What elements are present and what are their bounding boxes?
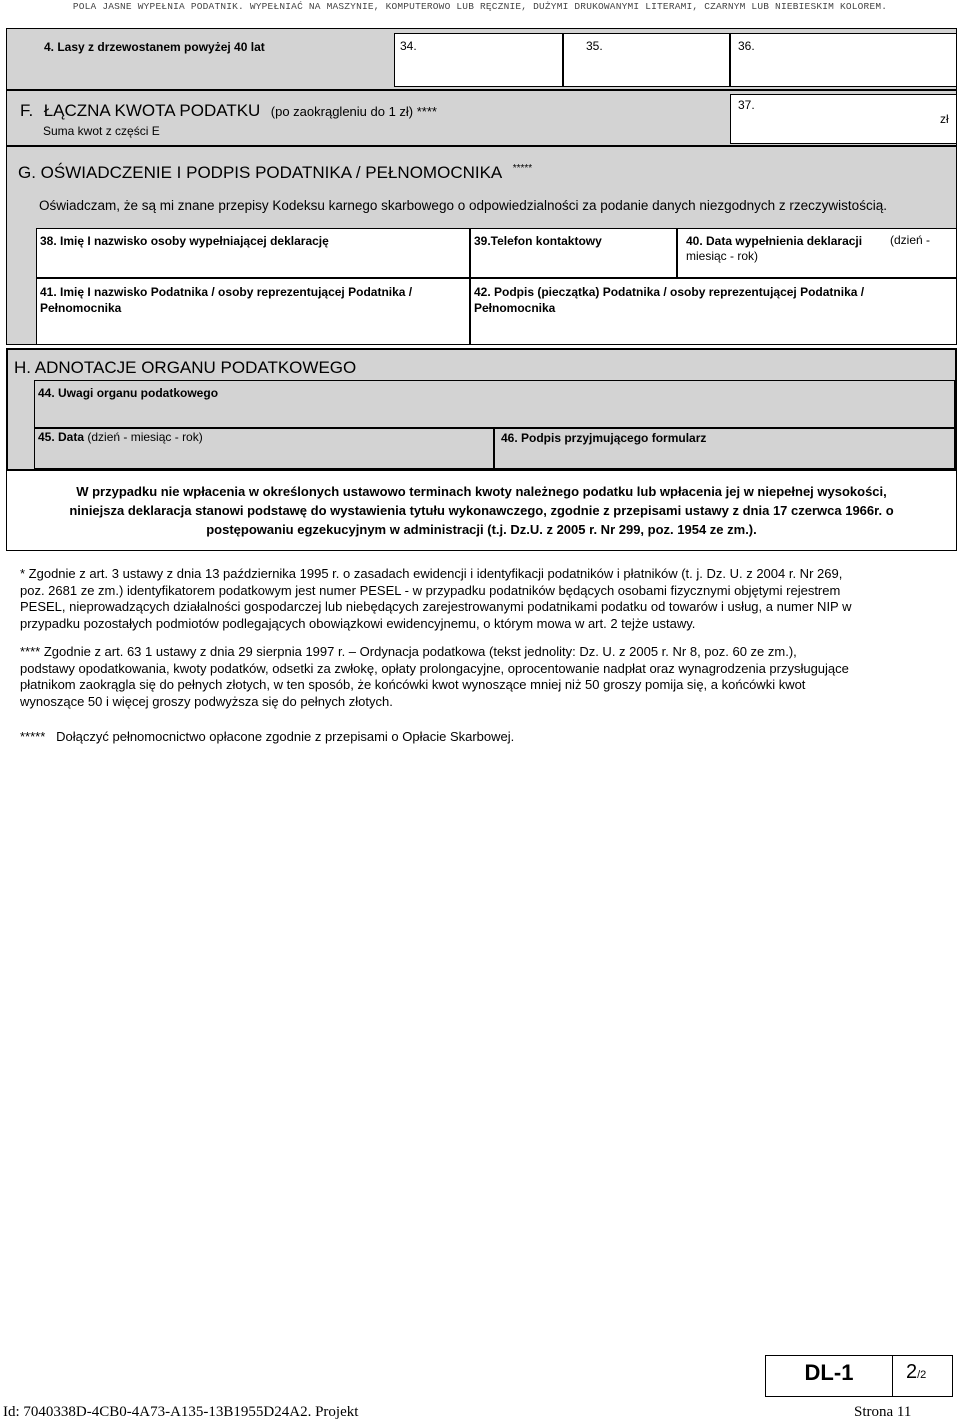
footnote-1-line-1: * Zgodnie z art. 3 ustawy z dnia 13 października 1995 r. o zasadach ewidencji i identyfikacji podatników i płatników (t. j. Dz. U. z 2004 r. Nr 269, <box>20 566 843 581</box>
page-number-small: /2 <box>917 1369 927 1381</box>
warning-line-1: W przypadku nie wpłacenia w określonych ustawowo terminach kwoty należnego podatku lub wpłacenia jej w niepełnej wysokości, <box>76 484 887 499</box>
section-f-letter: F. <box>20 101 34 120</box>
field-37-label: 37. <box>738 98 755 112</box>
section-f-subtitle: Suma kwot z części E <box>43 124 160 138</box>
warning-text <box>6 482 957 539</box>
field-36[interactable] <box>730 33 957 87</box>
field-40-note-a: (dzień - <box>890 233 931 247</box>
footnote-4stars <box>20 644 950 710</box>
field-37[interactable] <box>730 94 957 144</box>
section-f-title <box>20 101 437 121</box>
section-f-main: ŁĄCZNA KWOTA PODATKU <box>43 101 261 120</box>
field-45-note: (dzień - miesiąc - rok) <box>87 430 203 444</box>
section-g-title <box>18 163 532 183</box>
field-40-label: 40. Data wypełnienia deklaracji <box>686 234 863 248</box>
footnote-1-line-4: przypadku pozostałych podmiotów podlegających obowiązkowi ewidencyjnemu, o którym mowa w art. 2 tejże ustawy. <box>20 615 696 631</box>
field-45-label <box>38 430 203 444</box>
field-45-num: 45. Data <box>38 430 85 444</box>
statement-text: Oświadczam, że są mi znane przepisy Kodeksu karnego skarbowego o odpowiedzialności za podanie danych niezgodnych z rzeczywistością. <box>39 198 887 213</box>
footnote-1-line-2: poz. 2681 ze zm.) identyfikatorem podatkowym jest numer PESEL - w przypadku podatników będących osobami fizycznymi objętymi rejestrem <box>20 582 841 598</box>
field-36-label: 36. <box>738 39 755 53</box>
form-code-divider <box>892 1355 893 1397</box>
field-42-label-a: 42. Podpis (pieczątka) Podatnika / osoby reprezentującej Podatnika / <box>474 285 865 299</box>
footnote-1 <box>20 566 950 632</box>
field-40-note-b: miesiąc - rok) <box>686 249 759 263</box>
field-35-label: 35. <box>586 39 603 53</box>
field-41-label-b: Pełnomocnika <box>40 301 122 315</box>
form-code: DL-1 <box>804 1360 854 1385</box>
section-h-title: H. ADNOTACJE ORGANU PODATKOWEGO <box>14 358 357 377</box>
footnote-2-line-1: **** Zgodnie z art. 63 1 ustawy z dnia 29 sierpnia 1997 r. – Ordynacja podatkowa (tekst jednolity: Dz. U. z 2005 r. Nr 8, poz. 60 ze zm.), <box>20 644 797 659</box>
section-f-note: (po zaokrągleniu do 1 zł) **** <box>270 104 437 119</box>
section-g-stars: ***** <box>512 163 533 174</box>
page-number <box>906 1361 926 1384</box>
footnote-1-line-3: PESEL, nieprowadzących działalności gospodarczej lub niebędących zarejestrowanymi podatnikami podatku od towarów i usług, a numer NIP w <box>20 599 852 614</box>
section-g-title-text: G. OŚWIADCZENIE I PODPIS PODATNIKA / PEŁNOMOCNIKA <box>18 163 503 182</box>
form-instruction: POLA JASNE WYPEŁNIA PODATNIK. WYPEŁNIAĆ NA MASZYNIE, KOMPUTEROWO LUB RĘCZNIE, DUŻYMI DRUKOWANYMI LITERAMI, CZARNYM LUB NIEBIESKIM KOLOREM. <box>72 1 888 12</box>
field-38-label: 38. Imię I nazwisko osoby wypełniającej deklarację <box>40 234 329 248</box>
footnote-2-line-2: podstawy opodatkowania, kwoty podatków, odsetki za zwłokę, opłaty prolongacyjne, oprocentowanie nadpłat oraz wynagrodzenia przysługujące <box>20 660 849 676</box>
warning-line-3: postępowaniu egzekucyjnym w administracji (t.j. Dz.U. z 2005 r. Nr 299, poz. 1954 ze zm.). <box>206 522 757 537</box>
footnote-5stars: ***** Dołączyć pełnomocnictwo opłacone zgodnie z przepisami o Opłacie Skarbowej. <box>20 729 515 744</box>
footnote-2-line-4: wynoszące 50 i więcej groszy podwyższa się do pełnych złotych. <box>20 693 393 709</box>
document-id: Id: 7040338D-4CB0-4A73-A135-13B1955D24A2. Projekt <box>3 1404 359 1420</box>
field-41-label-a: 41. Imię I nazwisko Podatnika / osoby reprezentującej Podatnika / <box>40 285 413 299</box>
warning-line-2: niniejsza deklaracja stanowi podstawę do wystawienia tytułu wykonawczego, zgodnie z przepisami ustawy z dnia 17 czerwca 1966r. o <box>69 503 894 518</box>
field-39-label: 39.Telefon kontaktowy <box>474 234 602 248</box>
field-44-label: 44. Uwagi organu podatkowego <box>38 386 219 400</box>
page-number-big: 2 <box>906 1361 918 1383</box>
currency-zl: zł <box>940 112 949 126</box>
page-label: Strona 11 <box>854 1404 912 1420</box>
field-42-label-b: Pełnomocnika <box>474 301 556 315</box>
field-46-label: 46. Podpis przyjmującego formularz <box>501 431 707 445</box>
footnote-2-line-3: płatnikom zaokrągla się do pełnych złotych, w ten sposób, że końcówki kwot wynoszące mniej niż 50 groszy pomija się, a końcówki kwot <box>20 677 806 692</box>
field-34[interactable] <box>394 33 563 87</box>
field-34-label: 34. <box>400 39 417 53</box>
row4-label: 4. Lasy z drzewostanem powyżej 40 lat <box>44 40 265 54</box>
